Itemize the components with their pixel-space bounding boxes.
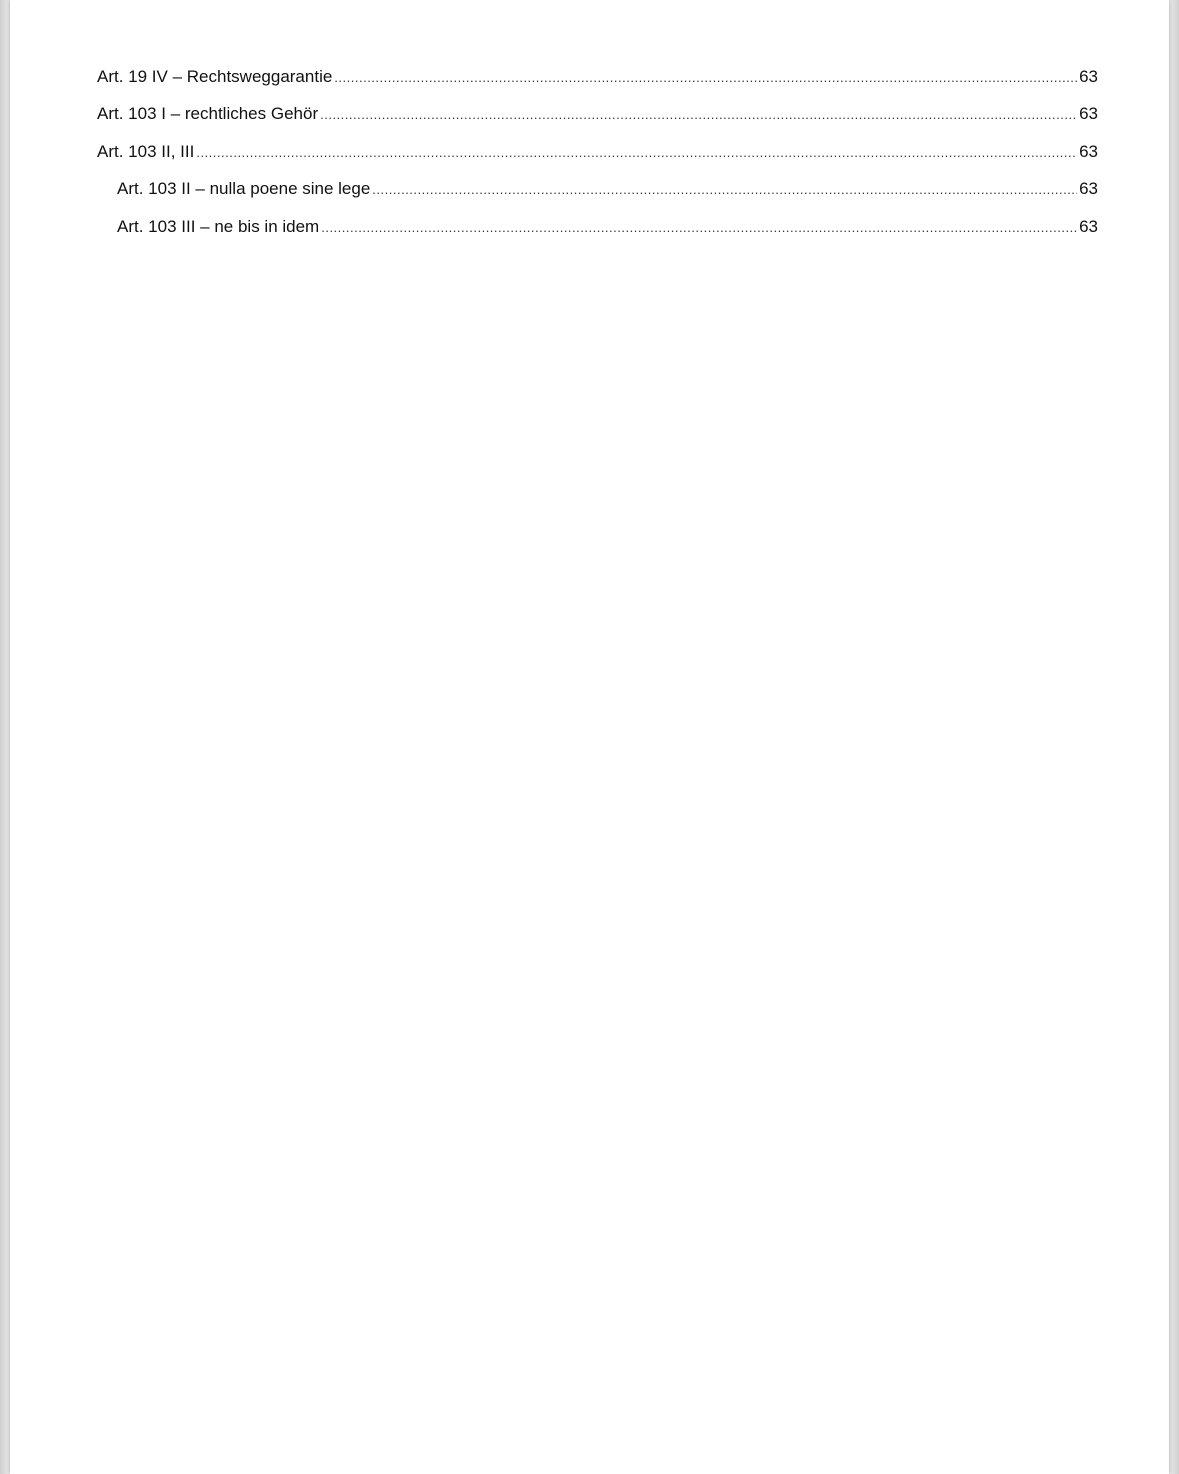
toc-entry-page-number: 63 bbox=[1079, 216, 1098, 236]
toc-entry-title: Art. 103 I – rechtliches Gehör bbox=[97, 104, 319, 124]
table-of-contents bbox=[97, 63, 1098, 250]
dot-leader bbox=[372, 176, 1077, 204]
toc-entry-art-103-ii[interactable] bbox=[97, 175, 1098, 212]
dot-leader bbox=[320, 101, 1077, 129]
toc-entry-page-number: 63 bbox=[1079, 104, 1098, 124]
dot-leader bbox=[334, 64, 1077, 92]
toc-entry-art-19-iv[interactable] bbox=[97, 63, 1098, 100]
toc-entry-title: Art. 103 III – ne bis in idem bbox=[117, 216, 320, 236]
toc-entry-page-number: 63 bbox=[1079, 67, 1098, 86]
toc-entry-title: Art. 103 II – nulla poene sine lege bbox=[117, 179, 371, 199]
toc-entry-title: Art. 19 IV – Rechtsweggarantie bbox=[97, 67, 333, 86]
toc-entry-page-number: 63 bbox=[1079, 179, 1098, 199]
dot-leader bbox=[196, 139, 1077, 167]
toc-entry-art-103-ii-iii[interactable] bbox=[97, 138, 1098, 175]
toc-entry-art-103-i[interactable] bbox=[97, 100, 1098, 137]
toc-entry-title: Art. 103 II, III bbox=[97, 141, 195, 161]
toc-entry-art-103-iii[interactable] bbox=[97, 213, 1098, 250]
document-page bbox=[10, 0, 1169, 1474]
toc-entry-page-number: 63 bbox=[1079, 141, 1098, 161]
dot-leader bbox=[321, 214, 1077, 242]
